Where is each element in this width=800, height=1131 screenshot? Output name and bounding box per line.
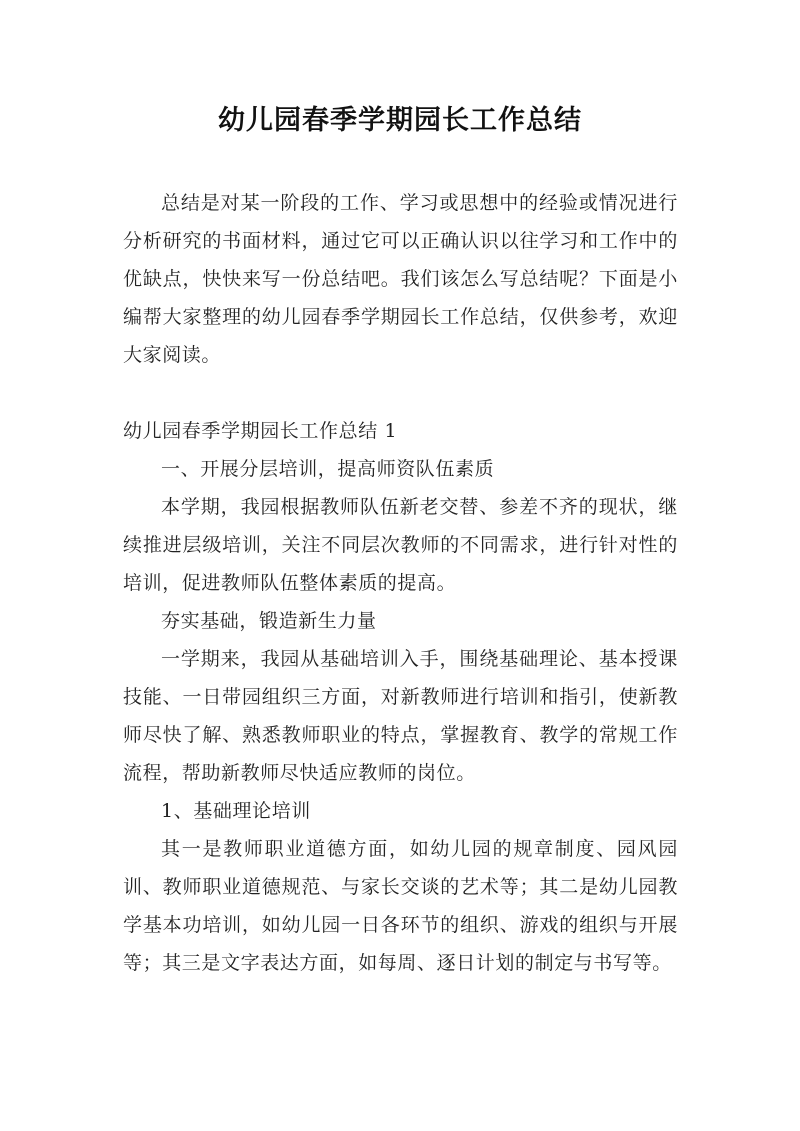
- section-heading: 幼儿园春季学期园长工作总结 1: [123, 420, 398, 442]
- body-paragraph: 其一是教师职业道德方面，如幼儿园的规章制度、园风园训、教师职业道德规范、与家长交谈的艺术等；其二是幼儿园教学基本功培训，如幼儿园一日各环节的组织、游戏的组织与开展等；其三是文字表达方面，如每周、逐日计划的制定与书写等。: [123, 838, 678, 974]
- document-title: 幼儿园春季学期园长工作总结: [218, 105, 582, 136]
- paragraph-spacer: [123, 374, 678, 412]
- document-body: [123, 184, 678, 982]
- subsection-heading: 一、开展分层培训，提高师资队伍素质: [161, 458, 495, 480]
- subheading: 夯实基础，锻造新生力量: [161, 610, 377, 632]
- numbered-heading: 1、基础理论培训: [161, 800, 311, 822]
- intro-paragraph: 总结是对某一阶段的工作、学习或思想中的经验或情况进行分析研究的书面材料，通过它可以正确认识以往学习和工作中的优缺点，快快来写一份总结吧。我们该怎么写总结呢？下面是小编帮大家整理的幼儿园春季学期园长工作总结，仅供参考，欢迎大家阅读。: [123, 192, 678, 366]
- body-paragraph: 一学期来，我园从基础培训入手，围绕基础理论、基本授课技能、一日带园组织三方面，对新教师进行培训和指引，使新教师尽快了解、熟悉教师职业的特点，掌握教育、教学的常规工作流程，帮助新教师尽快适应教师的岗位。: [123, 648, 678, 784]
- body-paragraph: 本学期，我园根据教师队伍新老交替、参差不齐的现状，继续推进层级培训，关注不同层次教师的不同需求，进行针对性的培训，促进教师队伍整体素质的提高。: [123, 496, 678, 594]
